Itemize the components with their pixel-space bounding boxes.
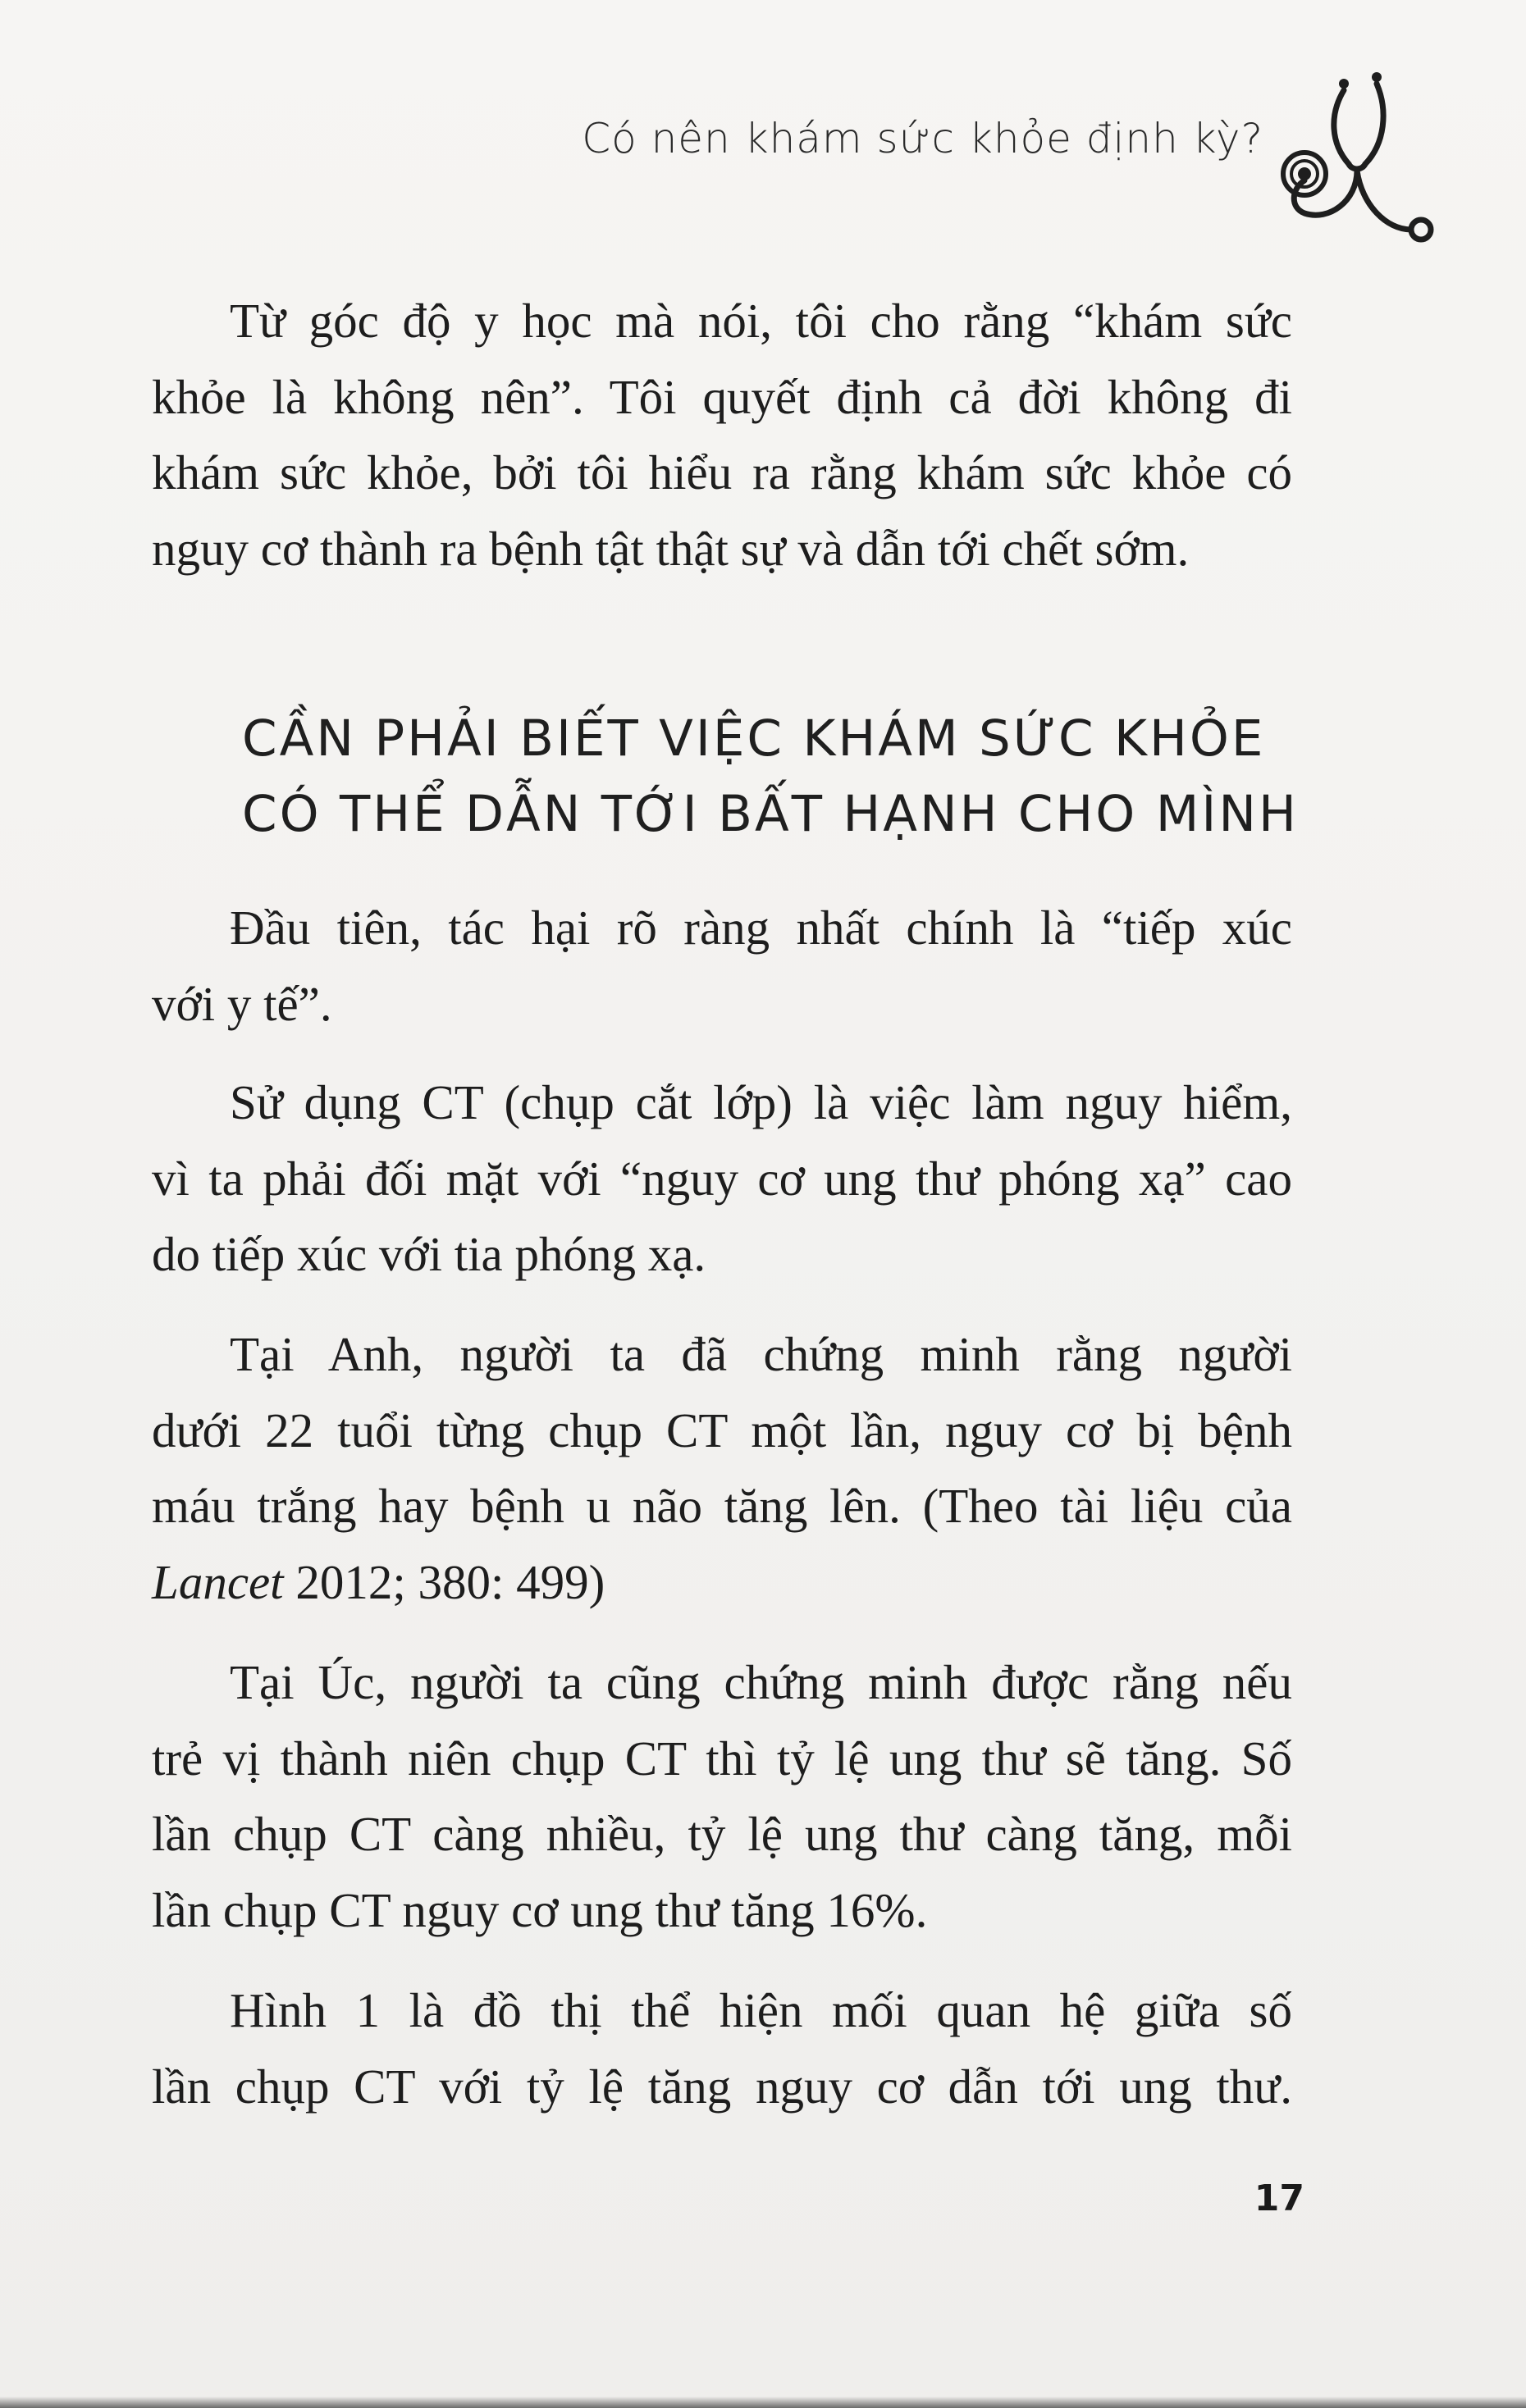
body-paragraph-2 [152,1065,1292,1293]
section-heading-line: CÓ THỂ DẪN TỚI BẤT HẠNH CHO MÌNH [242,785,1299,843]
body-paragraph-1 [152,890,1292,1042]
body-paragraph-3 [152,1316,1292,1620]
text-line: Tại Úc, người ta cũng chứng minh được rằng nếu [230,1655,1292,1709]
citation-line [152,1544,1292,1621]
text-line: Từ góc độ y học mà nói, tôi cho rằng “khám sức [230,294,1292,348]
text-line: Sử dụng CT (chụp cắt lớp) là việc làm nguy hiểm, [230,1075,1292,1129]
text-line: khỏe là không nên”. Tôi quyết định cả đời không đi [152,369,1292,424]
section-heading [242,701,1299,852]
citation-details: 2012; 380: 499) [283,1554,605,1609]
body-paragraph-5 [152,1972,1292,2124]
intro-paragraph [152,283,1292,586]
running-header-title: Có nên khám sức khỏe định kỳ? [582,115,1263,162]
text-line: với y tế”. [152,976,332,1031]
text-line: lần chụp CT với tỷ lệ tăng nguy cơ dẫn tới ung thư. [152,2059,1292,2114]
page-number: 17 [1254,2178,1304,2219]
section-heading-line: CẦN PHẢI BIẾT VIỆC KHÁM SỨC KHỎE [242,709,1266,768]
text-line: Tại Anh, người ta đã chứng minh rằng người [230,1327,1292,1381]
text-line: lần chụp CT càng nhiều, tỷ lệ ung thư càng tăng, mỗi [152,1807,1292,1861]
text-line: Hình 1 là đồ thị thể hiện mối quan hệ giữa số [230,1983,1292,2037]
text-line: Đầu tiên, tác hại rõ ràng nhất chính là “tiếp xúc [230,901,1292,955]
text-line: vì ta phải đối mặt với “nguy cơ ung thư phóng xạ” cao [152,1151,1292,1206]
text-line: máu trắng hay bệnh u não tăng lên. (Theo tài liệu của [152,1479,1292,1533]
text-line: do tiếp xúc với tia phóng xạ. [152,1227,706,1281]
body-paragraph-4 [152,1644,1292,1948]
journal-name: Lancet [152,1554,284,1609]
text-line: lần chụp CT nguy cơ ung thư tăng 16%. [152,1882,928,1937]
stethoscope-icon [1280,66,1444,254]
text-line: nguy cơ thành ra bệnh tật thật sự và dẫn tới chết sớm. [152,521,1190,576]
text-line: trẻ vị thành niên chụp CT thì tỷ lệ ung thư sẽ tăng. Số [152,1731,1292,1785]
text-line: dưới 22 tuổi từng chụp CT một lần, nguy cơ bị bệnh [152,1402,1292,1457]
text-line: khám sức khỏe, bởi tôi hiểu ra rằng khám sức khỏe có [152,445,1292,499]
